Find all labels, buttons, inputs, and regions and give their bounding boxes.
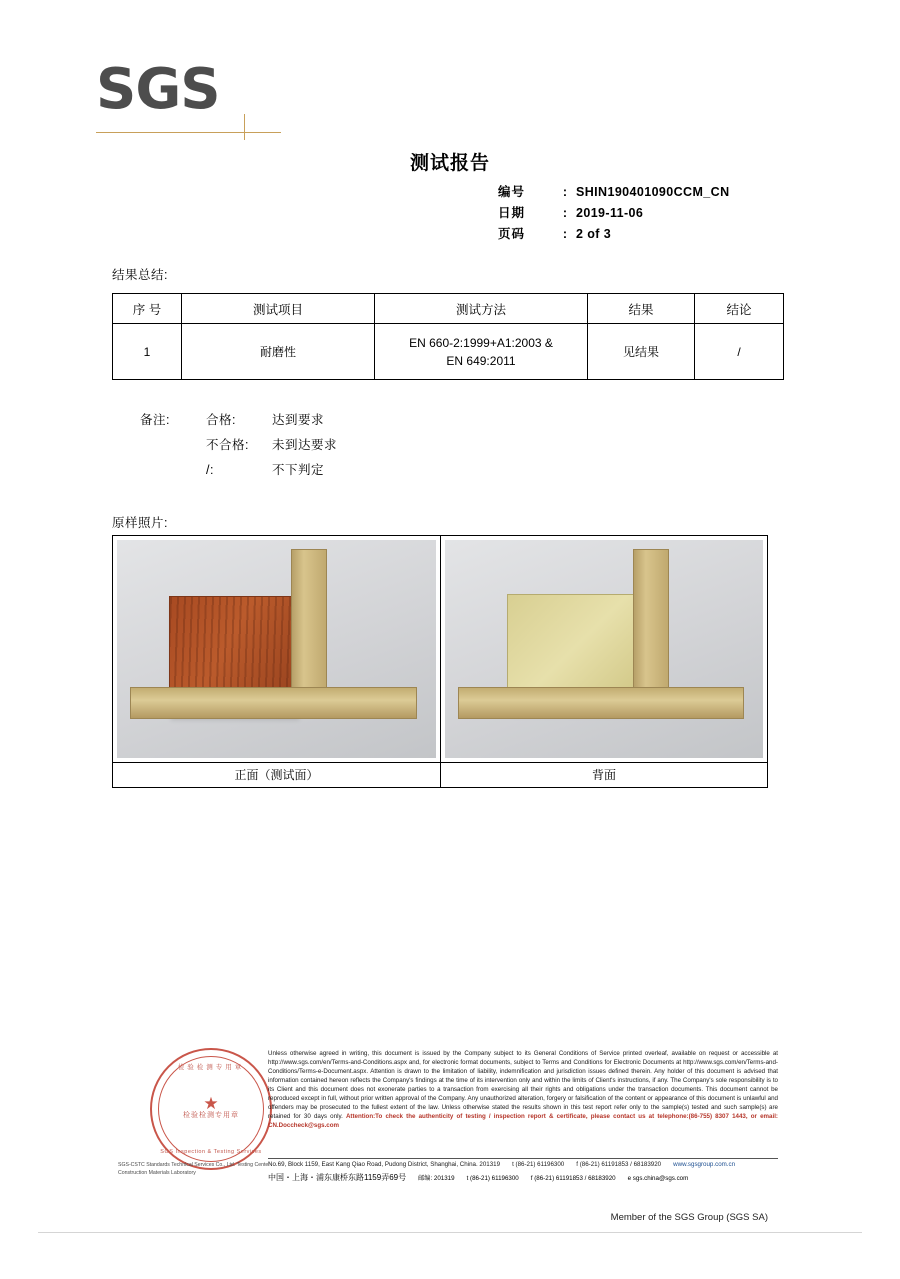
col-header-method: 测试方法 [375,294,588,324]
table-row [113,324,784,380]
footer-address-en [268,1158,778,1168]
sgs-logo-text: SGS [96,57,220,122]
meta-label-date: 日期 [498,206,526,220]
sgs-logo [96,57,276,122]
photo-cell-front [113,536,440,787]
page-title: 测试报告 [409,152,490,174]
photo-image-back [445,540,763,758]
results-section-label: 结果总结: [112,268,168,282]
notes-label: 备注: [140,413,170,427]
meta-value-date: 2019-11-06 [576,206,644,220]
page-bottom-rule [38,1232,862,1233]
footer-member-line: Member of the SGS Group (SGS SA) [610,1212,768,1223]
meta-row-date [498,203,730,224]
meta-label-number: 编号 [498,185,526,199]
meta-colon-number: : [562,185,568,199]
photo-ruler-horizontal [458,687,744,719]
note-value-na: 不下判定 [272,463,325,477]
photo-caption-back: 背面 [441,762,767,787]
legal-disclaimer [268,1050,778,1131]
cell-method-line2: EN 649:2011 [446,353,516,368]
legal-paragraph: Unless otherwise agreed in writing, this document is issued by the Company subject to its General Conditions of Service printed overleaf, available on request or accessible at http://www.sgs.com/en/Terms-and-Conditions.aspx and, for electronic format documents, subject to Terms and Conditions for Electronic Documents at http://www.sgs.com/en/Terms-and-Conditions/Terms-e-Document.aspx. Attention is drawn to the limitation of liability, indemnification and jurisdiction issues defined therein. Any holder of this document is advised that information contained hereon reflects the Company's findings at the time of its intervention only and within the limits of Client's instructions, if any. The Company's sole responsibility is to its Client and this document does not exonerate parties to a transaction from exercising all their rights and obligations under the transaction documents. This document cannot be reproduced except in full, without prior written approval of the Company. Any unauthorized alteration, forgery or falsification of the content or appearance of this document is unlawful and offenders may be prosecuted to the fullest extent of the law. Unless otherwise stated the results shown in this test report refer only to the sample(s) tested and such sample(s) are retained for 30 days only. [268,1050,778,1120]
cell-no: 1 [113,324,182,380]
footer-email-cn[interactable]: e sgs.china@sgs.com [627,1175,689,1182]
official-stamp [150,1048,272,1170]
cell-method [375,324,588,380]
col-header-item: 测试项目 [182,294,375,324]
report-meta [498,182,730,245]
meta-colon-date: : [562,206,568,220]
photo-image-front [117,540,436,758]
stamp-text-mid: 检验检测专用章 [183,1112,239,1119]
note-row-fail [140,435,337,460]
footer-zip-cn: 邮编: 201319 [418,1175,455,1182]
footer-address-text-en: No.69, Block 1159, East Kang Qiao Road, Pudong District, Shanghai, China. 201319 [268,1161,501,1168]
footer-website[interactable]: www.sgsgroup.com.cn [673,1161,736,1168]
cell-item: 耐磨性 [182,324,375,380]
footer-fax-en: f (86-21) 61191853 / 68183920 [576,1161,662,1168]
col-header-result: 结果 [588,294,695,324]
star-icon: ★ [203,1094,219,1114]
meta-colon-page: : [562,227,568,241]
note-key-pass: 合格: [206,413,236,427]
meta-row-page [498,224,730,245]
note-row-pass [140,410,337,435]
stamp-text-top: 检验检测专用章 [177,1064,245,1071]
meta-row-number [498,182,730,203]
note-value-fail: 未到达要求 [272,438,338,452]
photo-cell-back [440,536,767,787]
footer-tel-cn: t (86-21) 61196300 [466,1175,519,1182]
footer-address-cn [268,1172,778,1183]
note-key-na: /: [206,463,214,477]
photo-caption-front: 正面（测试面） [113,762,440,787]
notes-block [140,410,337,485]
meta-label-page: 页码 [498,227,526,241]
cell-result: 见结果 [588,324,695,380]
footer-fax-cn: f (86-21) 61191853 / 68183920 [530,1175,616,1182]
results-table [112,293,784,380]
col-header-conclusion: 结论 [695,294,784,324]
logo-underline [96,132,281,133]
meta-value-page: 2 of 3 [576,227,612,241]
table-header-row [113,294,784,324]
sample-photos [112,535,768,788]
footer-tel-en: t (86-21) 61196300 [512,1161,565,1168]
note-key-fail: 不合格: [206,438,249,452]
cell-conclusion: / [695,324,784,380]
footer-company-left: SGS-CSTC Standards Technical Services Co., Ltd. Testing Center Construction Materials Laboratory [118,1162,271,1176]
note-row-na [140,460,337,485]
stamp-text-bottom: SGS Inspection & Testing Services [160,1149,262,1155]
photo-ruler-horizontal [130,687,417,719]
logo-tick [244,114,245,140]
note-value-pass: 达到要求 [272,413,325,427]
meta-value-number: SHIN190401090CCM_CN [576,185,730,199]
footer-address-text-cn: 中国・上海・浦东康桥东路1159弄69号 [268,1173,407,1182]
cell-method-line1: EN 660-2:1999+A1:2003 & [409,335,553,350]
legal-attention: Attention:To check the authenticity of testing / inspection report & certificate, please contact us at telephone:(86-755) 8307 1443, or email: CN.Doccheck@sgs.com [268,1112,778,1129]
col-header-no: 序 号 [113,294,182,324]
photos-section-label: 原样照片: [112,516,168,530]
